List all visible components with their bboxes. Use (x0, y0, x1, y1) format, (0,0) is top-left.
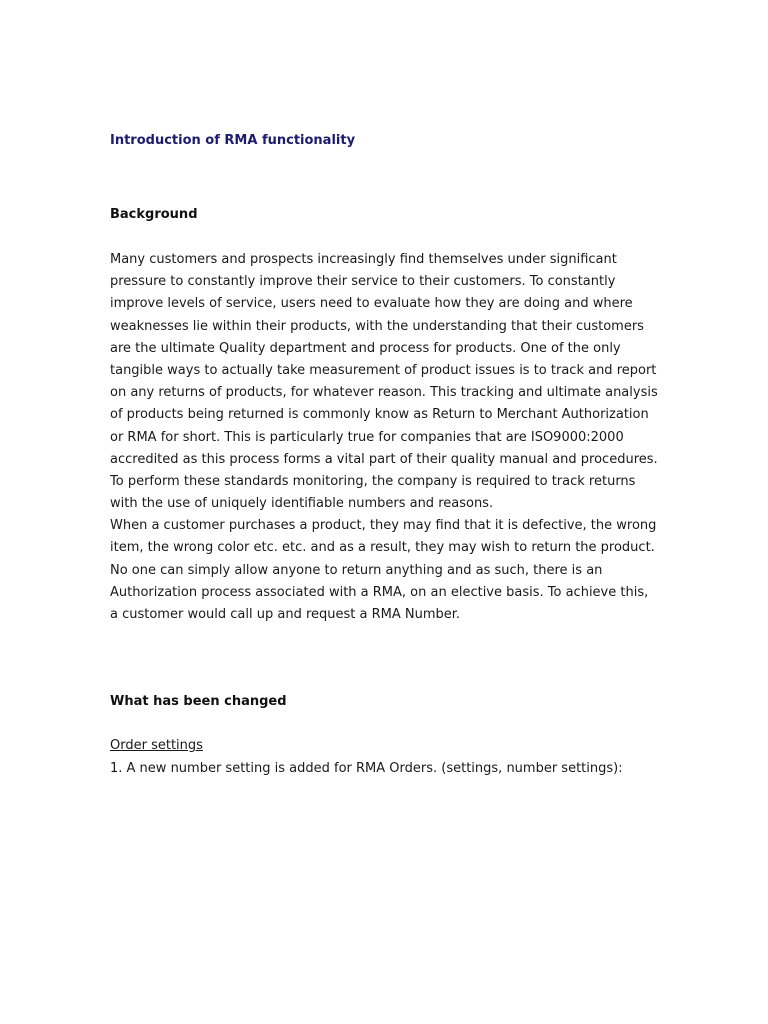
document-title: Introduction of RMA functionality (110, 133, 356, 148)
order-settings-subheading: Order settings (110, 738, 203, 753)
paragraph-line: tangible ways to actually take measurement of product issues is to track and report (110, 362, 657, 378)
paragraph-line: accredited as this process forms a vital part of their quality manual and procedures. (110, 451, 658, 467)
paragraph-line: Authorization process associated with a RMA, on an elective basis. To achieve this, (110, 584, 649, 600)
paragraph-line: Many customers and prospects increasingly find themselves under significant (110, 252, 617, 267)
paragraph-line: of products being returned is commonly know as Return to Merchant Authorization (110, 407, 649, 423)
paragraph-line: item, the wrong color etc. etc. and as a result, they may wish to return the product. (110, 540, 655, 556)
paragraph-line: with the use of uniquely identifiable numbers and reasons. (110, 496, 494, 512)
paragraph-line: weaknesses lie within their products, with the understanding that their customers (110, 318, 644, 334)
paragraph-line: pressure to constantly improve their service to their customers. To constantly (110, 274, 616, 290)
paragraph-line: or RMA for short. This is particularly true for companies that are ISO9000:2000 (110, 429, 624, 445)
paragraph-line: When a customer purchases a product, they may find that it is defective, the wrong (110, 518, 657, 534)
changes-heading: What has been changed (110, 694, 287, 709)
paragraph-line: a customer would call up and request a RMA Number. (110, 607, 461, 622)
background-paragraph (110, 249, 670, 626)
list-item: 1. A new number setting is added for RMA Orders. (settings, number settings): (110, 761, 623, 776)
paragraph-line: on any returns of products, for whatever reason. This tracking and ultimate analysis (110, 385, 658, 401)
paragraph-line: No one can simply allow anyone to return anything and as such, there is an (110, 562, 603, 578)
background-heading: Background (110, 207, 198, 222)
paragraph-line: To perform these standards monitoring, the company is required to track returns (110, 473, 636, 489)
paragraph-line: are the ultimate Quality department and process for products. One of the only (110, 340, 621, 356)
paragraph-line: improve levels of service, users need to evaluate how they are doing and where (110, 296, 633, 312)
